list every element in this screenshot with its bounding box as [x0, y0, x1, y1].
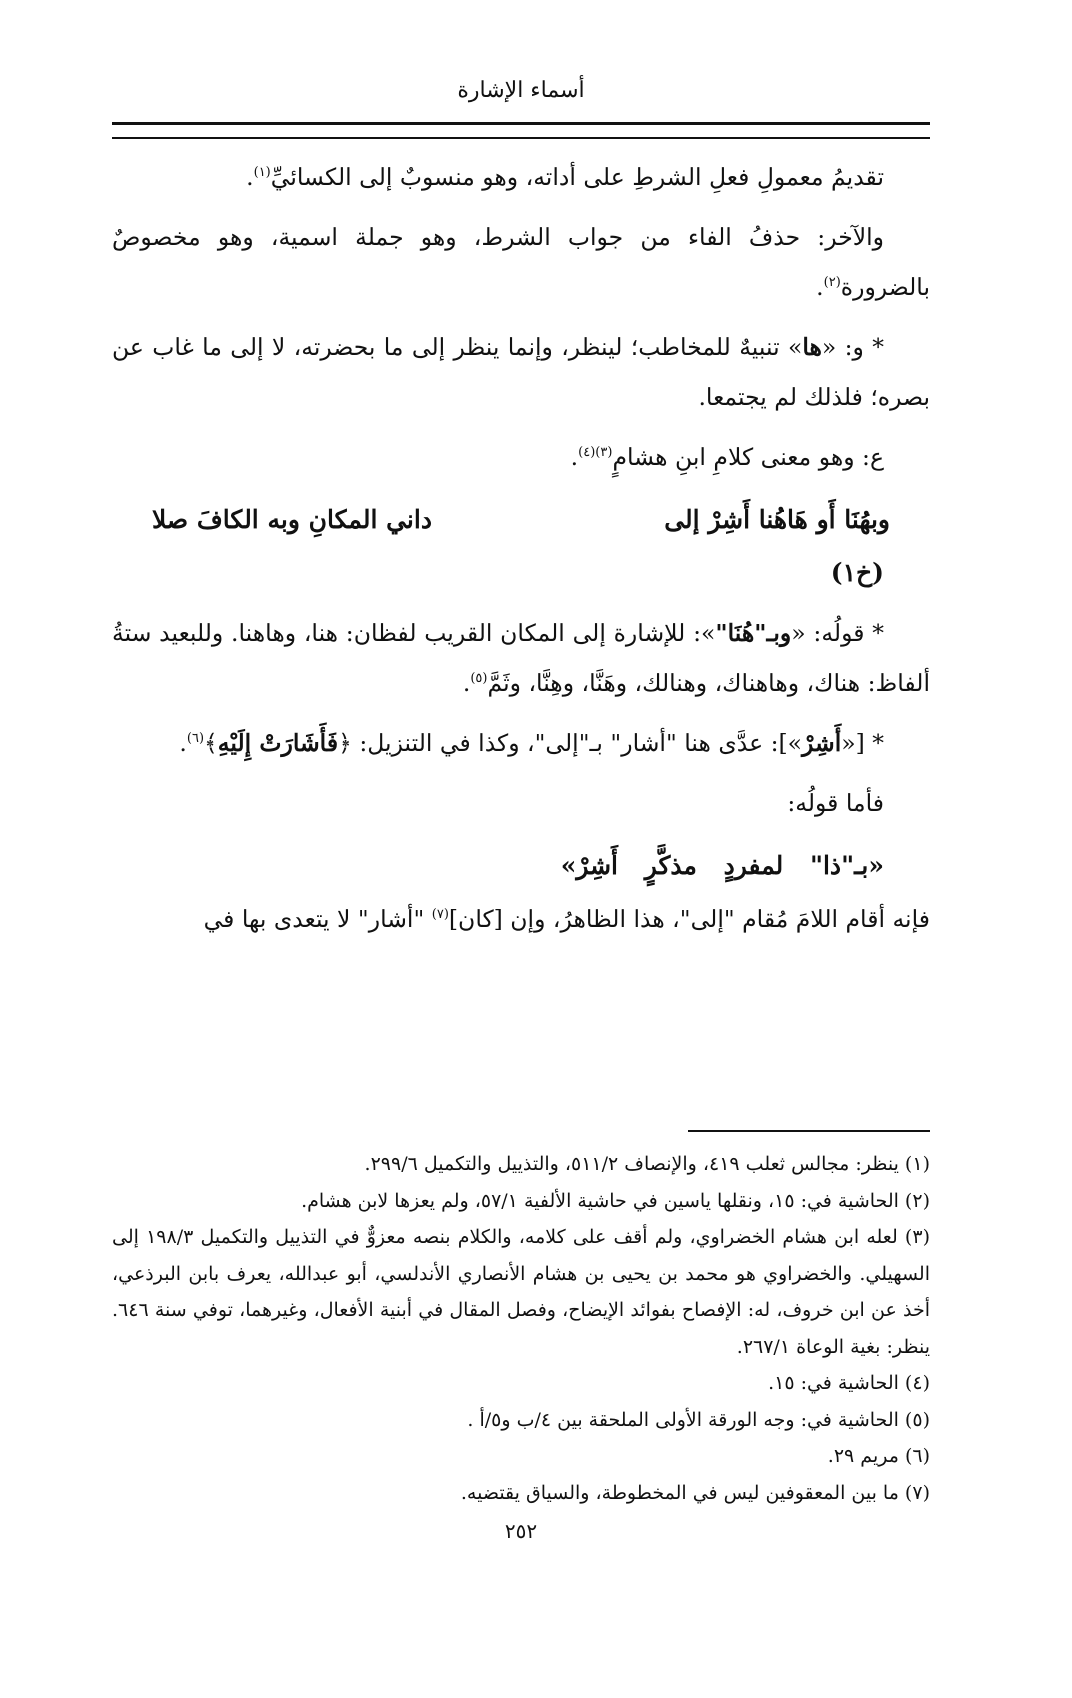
- footnote-ref: (٢): [823, 275, 841, 291]
- footnote-ref: (٣)(٤): [578, 445, 613, 461]
- page-number: ٢٥٢: [504, 1519, 538, 1543]
- paragraph-3: * و: «ها» تنبيهٌ للمخاطب؛ لينظر، وإنما ينظر إلى ما بحضرته، لا إلى ما غاب عن بصره؛ فلذلك لم يجتمعا.: [112, 333, 930, 411]
- verse-quote: «بـ"ذا" لمفردٍ مذكَّرٍ أَشِرْ»: [560, 851, 884, 880]
- footnote-separator: [688, 1130, 930, 1132]
- paragraph-7: فأما قولُه:: [787, 789, 884, 817]
- main-text: [112, 152, 930, 954]
- paragraph-2: والآخر: حذفُ الفاء من جواب الشرط، وهو جملة اسمية، وهو مخصوصٌ بالضرورة$^{(٢)}$.: [112, 223, 930, 301]
- header-rule-thick: [112, 122, 930, 125]
- footnote-2: (٢) الحاشية في: ١٥، ونقلها ياسين في حاشية الألفية ٥٧/١، ولم يعزها لابن هشام.: [301, 1189, 930, 1212]
- footnote-7: (٧) ما بين المعقوفين ليس في المخطوطة، والسياق يقتضيه.: [460, 1481, 930, 1504]
- verse-hemistich-2: داني المكانِ وبه الكافَ صلا: [152, 505, 432, 534]
- footnote-ref: (٥): [470, 671, 488, 687]
- footnotes: [112, 1146, 930, 1511]
- verse-hemistich-1: وبهُنَا أَو هَاهُنا أَشِرْ إلى: [664, 505, 890, 534]
- verse-line: [112, 492, 930, 548]
- verse-code: (خ١): [830, 558, 884, 587]
- paragraph-5: * قولُه: «وبـ"هُنَا"»: للإشارة إلى المكان القريب لفظان: هنا، وهاهنا. وللبعيد ستةُ ألفاظ: هناك، وهاهناك، وهنالك، وهَنَّا، وهِنَّا، وثَمَّ$^{(٥)}$.: [112, 619, 930, 697]
- paragraph-4: ع: وهو معنى كلامِ ابنِ هشامٍ$^{(٣)(٤)}$.: [570, 443, 884, 471]
- footnote-4: (٤) الحاشية في: ١٥.: [768, 1372, 930, 1394]
- footnote-3: (٣) لعله ابن هشام الخضراوي، ولم أقف على كلامه، والكلام بنصه معزوٌّ في التذييل والتكميل ١٩٨/٣ إلى السهيلي. والخضراوي هو محمد بن يحيى بن هشام الأنصاري الأندلسي، أبو عبدالله، يعرف بابن البرذعي، أخذ عن ابن خروف، له: الإفصاح بفوائد الإيضاح، وفصل المقال في أبنية الأفعال، وغيرهما، توفي سنة ٦٤٦. ينظر: بغية الوعاة ٢٦٧/١.: [112, 1226, 930, 1358]
- footnote-ref: (٦): [186, 731, 205, 747]
- paragraph-1: تقديمُ معمولِ فعلِ الشرطِ على أداته، وهو منسوبٌ إلى الكسائيِّ$^{(١)}$.: [246, 163, 884, 191]
- footnote-1: (١) ينظر: مجالس ثعلب ٤١٩، والإنصاف ٥١١/٢، والتذييل والتكميل ٢٩٩/٦.: [364, 1153, 930, 1175]
- running-header: أسماء الإشارة: [457, 78, 585, 103]
- header-rule-thin: [112, 137, 930, 139]
- paragraph-8: فإنه أقام اللامَ مُقام "إلى"، هذا الظاهرُ، وإن [كان]$^{(٧)}$ "أشار" لا يتعدى بها في: [203, 905, 930, 933]
- footnote-6: (٦) مريم ٢٩.: [827, 1445, 930, 1467]
- quran-quote: فَأَشَارَتْ إِلَيْهِ: [217, 729, 339, 757]
- footnote-5: (٥) الحاشية في: وجه الورقة الأولى الملحقة بين ٤/ب و٥/أ .: [467, 1408, 930, 1431]
- paragraph-6: * [«أَشِرْ»]: عدَّى هنا "أشار" بـ"إلى"، وكذا في التنزيل: ﴿فَأَشَارَتْ إِلَيْهِ﴾$^{(٦)}$.: [179, 729, 884, 757]
- footnote-ref: (٧): [431, 907, 449, 923]
- footnote-ref: (١): [253, 165, 271, 181]
